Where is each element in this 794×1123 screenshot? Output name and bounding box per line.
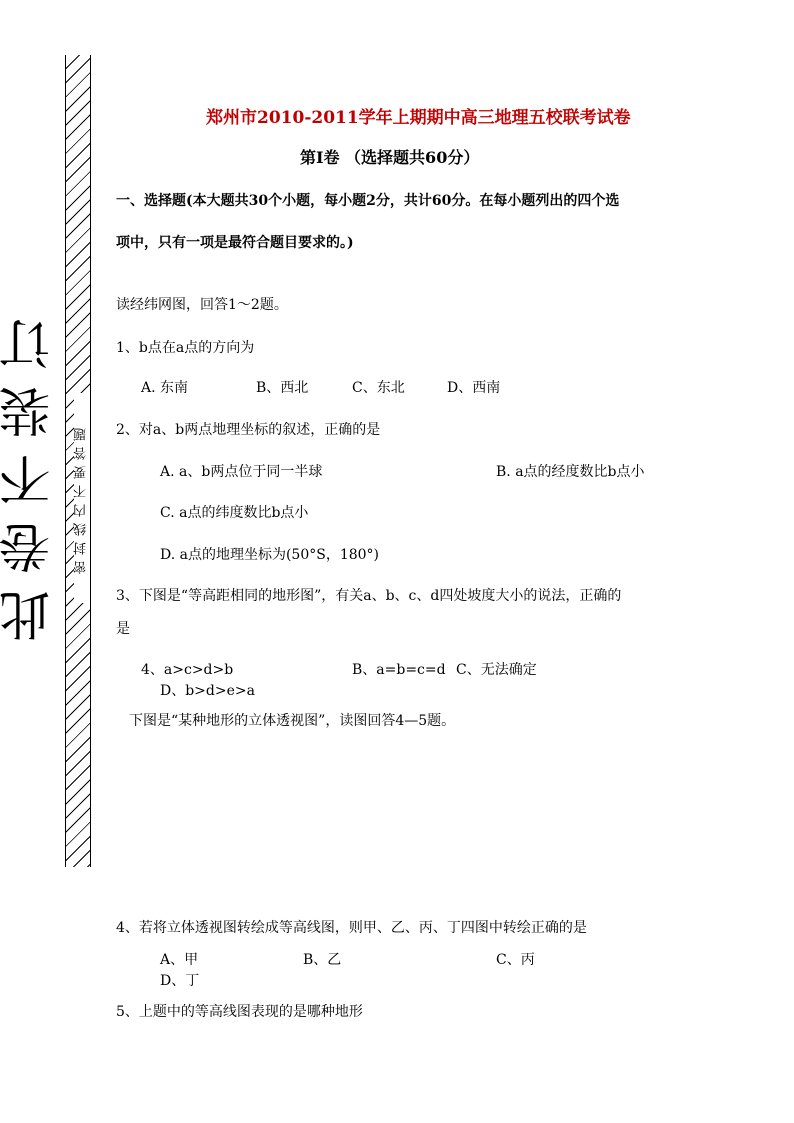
binding-warning-large: 此卷不装订: [0, 302, 60, 642]
exam-title: 郑州市2010-2011学年上期期中高三地理五校联考试卷: [206, 108, 631, 128]
q1-option-c: C、东北: [352, 380, 405, 396]
q1-option-b: B、西北: [256, 380, 309, 396]
intro-questions-4-5: 下图是“某种地形的立体透视图”，读图回答4—5题。: [129, 713, 456, 729]
q3-option-d: D、b>d>e>a: [160, 683, 255, 699]
binding-warning-small: 密封线内不要答题: [74, 393, 90, 603]
q2-option-b: B. a点的经度数比b点小: [496, 464, 645, 480]
q3-stem-line1: 3、下图是“等高距相同的地形图”，有关a、b、c、d四处坡度大小的说法，正确的: [116, 588, 622, 604]
q4-option-b: B、乙: [303, 952, 342, 968]
part-subtitle: 第I卷 （选择题共60分）: [300, 148, 480, 167]
q1-stem: 1、b点在a点的方向为: [116, 340, 255, 356]
q4-stem: 4、若将立体透视图转绘成等高线图，则甲、乙、丙、丁四图中转绘正确的是: [116, 920, 587, 936]
q2-stem: 2、对a、b两点地理坐标的叙述，正确的是: [116, 422, 381, 438]
q2-option-c: C. a点的纬度数比b点小: [160, 505, 309, 521]
q4-option-c: C、丙: [496, 952, 535, 968]
q2-option-a: A. a、b两点位于同一半球: [160, 464, 323, 480]
q5-stem: 5、上题中的等高线图表现的是哪种地形: [116, 1004, 363, 1020]
q4-option-d: D、丁: [160, 973, 200, 989]
section-heading-line1: 一、选择题(本大题共30个小题，每小题2分，共计60分。在每小题列出的四个选: [116, 193, 620, 209]
q3-option-c: C、无法确定: [456, 662, 537, 678]
section-heading-line2: 项中，只有一项是最符合题目要求的。): [116, 235, 354, 251]
q1-option-a: A. 东南: [141, 380, 189, 396]
q1-option-d: D、西南: [447, 380, 501, 396]
q3-stem-line2: 是: [116, 621, 130, 637]
intro-questions-1-2: 读经纬网图，回答1～2题。: [116, 297, 288, 313]
q2-option-d: D. a点的地理坐标为(50°S，180°): [160, 547, 380, 563]
q3-option-b: B、a=b=c=d: [352, 662, 446, 678]
q3-option-a: 4、a>c>d>b: [141, 662, 234, 678]
q4-option-a: A、甲: [160, 952, 199, 968]
